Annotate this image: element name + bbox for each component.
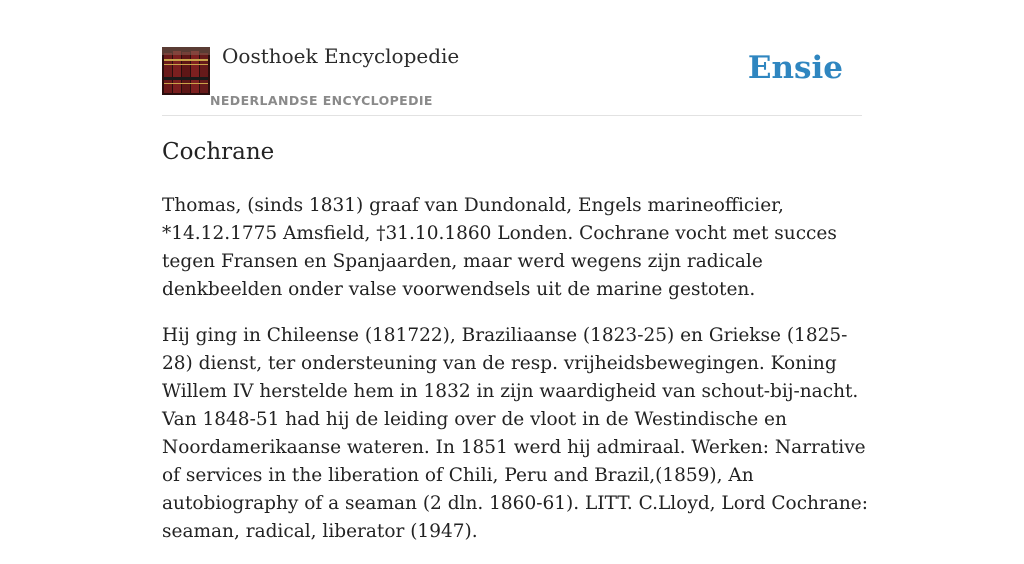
page-title: Cochrane	[162, 139, 275, 165]
article-paragraph: Thomas, (sinds 1831) graaf van Dundonald, Engels marineofficier, *14.12.1775 Amsfield, †31.10.1860 Londen. Cochrane vocht met succes tegen Fransen en Spanjaarden, maar werd wegens zijn radicale denkbeelden onder valse voorwendsels uit de marine gestoten.	[162, 195, 837, 300]
site-subtitle: NEDERLANDSE ENCYCLOPEDIE	[210, 93, 433, 108]
encyclopedia-books-icon[interactable]	[162, 47, 210, 95]
article-paragraph: Hij ging in Chileense (181722), Braziliaanse (1823-25) en Griekse (1825-28) dienst, ter ondersteuning van de resp. vrijheidsbewegingen. Koning Willem IV herstelde hem in 1832 in zijn waardigheid van schout-bij-nacht. Van 1848-51 had hij de leiding over de vloot in de Westindische en Noordamerikaanse wateren. In 1851 werd hij admiraal. Werken: Narrative of services in the liberation of Chili, Peru and Brazil,(1859), An autobiography of a seaman (2 dln. 1860-61). LITT. C.Lloyd, Lord Cochrane: seaman, radical, liberator (1947).	[162, 325, 868, 542]
brand-logo[interactable]: Ensie	[747, 50, 843, 86]
site-name[interactable]: Oosthoek Encyclopedie	[222, 44, 460, 68]
site-header	[162, 0, 862, 116]
article-body	[162, 192, 868, 564]
